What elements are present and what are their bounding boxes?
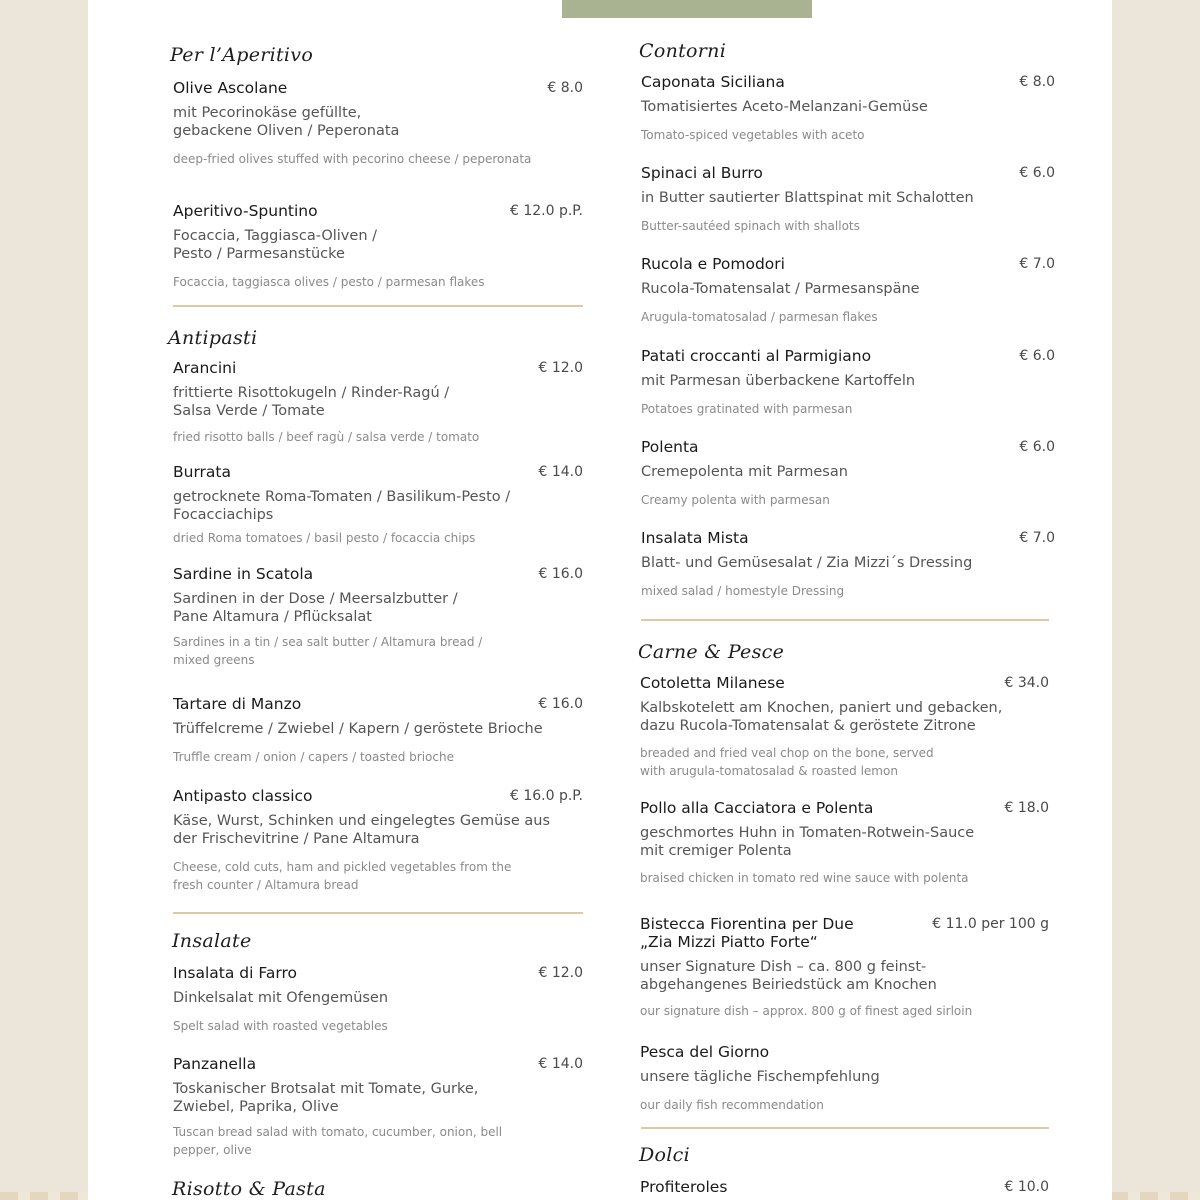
item-name: Polenta	[641, 438, 699, 456]
item-translation: dried Roma tomatoes / basil pesto / focaccia chips	[173, 531, 476, 545]
item-description: geschmortes Huhn in Tomaten-Rotwein-Sauce mit cremiger Polenta	[640, 825, 975, 859]
item-name: Sardine in Scatola	[173, 565, 314, 583]
section-divider	[641, 619, 1049, 621]
section-title-contorni: Contorni	[639, 40, 727, 62]
item-name: Profiteroles	[640, 1178, 728, 1196]
item-price: € 12.0	[538, 965, 583, 981]
item-translation: fried risotto balls / beef ragù / salsa verde / tomato	[173, 430, 480, 444]
item-translation: our daily fish recommendation	[640, 1098, 824, 1112]
item-translation: Butter-sautéed spinach with shallots	[641, 219, 860, 233]
item-price: € 7.0	[1019, 256, 1055, 272]
item-translation: Cheese, cold cuts, ham and pickled vegetables from the fresh counter / Altamura bread	[173, 860, 512, 892]
item-translation: Sardines in a tin / sea salt butter / Altamura bread / mixed greens	[173, 635, 483, 667]
item-name: Bistecca Fiorentina per Due „Zia Mizzi Piatto Forte“	[640, 915, 854, 951]
item-price: € 12.0 p.P.	[509, 203, 583, 219]
item-description: getrocknete Roma-Tomaten / Basilikum-Pesto / Focacciachips	[173, 489, 511, 523]
item-name: Aperitivo-Spuntino	[173, 202, 318, 220]
item-price: € 10.0	[1004, 1179, 1049, 1195]
item-description: Blatt- und Gemüsesalat / Zia Mizzi´s Dressing	[641, 555, 973, 571]
item-name: Antipasto classico	[173, 787, 313, 805]
item-price: € 8.0	[547, 80, 583, 96]
item-price: € 14.0	[538, 1056, 583, 1072]
item-translation: Potatoes gratinated with parmesan	[641, 402, 853, 416]
section-title-dolci: Dolci	[639, 1144, 690, 1166]
item-translation: deep-fried olives stuffed with pecorino cheese / peperonata	[173, 152, 532, 166]
item-description: in Butter sautierter Blattspinat mit Schalotten	[641, 190, 974, 206]
item-translation: Tomato-spiced vegetables with aceto	[641, 128, 865, 142]
item-translation: braised chicken in tomato red wine sauce with polenta	[640, 871, 969, 885]
item-description: Kalbskotelett am Knochen, paniert und gebacken, dazu Rucola-Tomatensalat & geröstete Zitrone	[640, 700, 1003, 734]
item-price: € 18.0	[1004, 800, 1049, 816]
item-price: € 11.0 per 100 g	[932, 916, 1049, 932]
item-translation: breaded and fried veal chop on the bone, served with arugula-tomatosalad & roasted lemon	[640, 746, 934, 778]
item-name: Insalata Mista	[641, 529, 749, 547]
section-divider	[173, 912, 583, 914]
item-price: € 7.0	[1019, 530, 1055, 546]
item-translation: Arugula-tomatosalad / parmesan flakes	[641, 310, 878, 324]
item-name: Pollo alla Cacciatora e Polenta	[640, 799, 874, 817]
item-name: Rucola e Pomodori	[641, 255, 785, 273]
item-name: Olive Ascolane	[173, 79, 288, 97]
item-translation: mixed salad / homestyle Dressing	[641, 584, 845, 598]
item-description: Käse, Wurst, Schinken und eingelegtes Gemüse aus der Frischevitrine / Pane Altamura	[173, 813, 551, 847]
item-description: Dinkelsalat mit Ofengemüsen	[173, 990, 389, 1006]
item-name: Spinaci al Burro	[641, 164, 763, 182]
item-description: unsere tägliche Fischempfehlung	[640, 1069, 880, 1085]
item-name: Arancini	[173, 359, 237, 377]
item-description: mit Pecorinokäse gefüllte, gebackene Oliven / Peperonata	[173, 105, 400, 139]
item-price: € 16.0 p.P.	[509, 788, 583, 804]
item-price: € 34.0	[1004, 675, 1049, 691]
item-name: Pesca del Giorno	[640, 1043, 770, 1061]
item-description: Cremepolenta mit Parmesan	[641, 464, 848, 480]
item-description: mit Parmesan überbackene Kartoffeln	[641, 373, 916, 389]
item-description: Trüffelcreme / Zwiebel / Kapern / geröstete Brioche	[173, 721, 543, 737]
item-price: € 14.0	[538, 464, 583, 480]
item-price: € 6.0	[1019, 439, 1055, 455]
item-name: Patati croccanti al Parmigiano	[641, 347, 872, 365]
item-price: € 16.0	[538, 696, 583, 712]
item-name: Panzanella	[173, 1055, 257, 1073]
item-translation: our signature dish – approx. 800 g of finest aged sirloin	[640, 1004, 973, 1018]
menu-page	[88, 0, 1112, 1200]
item-name: Tartare di Manzo	[173, 695, 302, 713]
item-price: € 6.0	[1019, 165, 1055, 181]
item-description: unser Signature Dish – ca. 800 g feinst- abgehangenes Beiriedstück am Knochen	[640, 959, 937, 993]
item-description: Rucola-Tomatensalat / Parmesanspäne	[641, 281, 920, 297]
section-title-insalate: Insalate	[172, 930, 252, 952]
item-description: Focaccia, Taggiasca-Oliven / Pesto / Parmesanstücke	[173, 228, 377, 262]
item-name: Insalata di Farro	[173, 964, 297, 982]
section-divider	[641, 1127, 1049, 1129]
item-price: € 16.0	[538, 566, 583, 582]
item-price: € 12.0	[538, 360, 583, 376]
item-name: Burrata	[173, 463, 232, 481]
item-translation: Spelt salad with roasted vegetables	[173, 1019, 388, 1033]
item-price: € 6.0	[1019, 348, 1055, 364]
item-translation: Focaccia, taggiasca olives / pesto / parmesan flakes	[173, 275, 485, 289]
item-price: € 8.0	[1019, 74, 1055, 90]
section-title-antipasti: Antipasti	[168, 327, 258, 349]
item-description: frittierte Risottokugeln / Rinder-Ragú / Salsa Verde / Tomate	[173, 385, 450, 419]
item-translation: Tuscan bread salad with tomato, cucumber, onion, bell pepper, olive	[173, 1125, 503, 1157]
item-description: Sardinen in der Dose / Meersalzbutter / Pane Altamura / Pflücksalat	[173, 591, 458, 625]
item-name: Caponata Siciliana	[641, 73, 785, 91]
section-divider	[173, 305, 583, 307]
section-title-risotto-pasta: Risotto & Pasta	[172, 1178, 326, 1200]
item-translation: Creamy polenta with parmesan	[641, 493, 830, 507]
decorative-tab	[562, 0, 812, 18]
item-translation: Truffle cream / onion / capers / toasted brioche	[173, 750, 454, 764]
item-name: Cotoletta Milanese	[640, 674, 785, 692]
item-description: Tomatisiertes Aceto-Melanzani-Gemüse	[641, 99, 928, 115]
section-title-carne-pesce: Carne & Pesce	[638, 641, 785, 663]
item-description: Toskanischer Brotsalat mit Tomate, Gurke, Zwiebel, Paprika, Olive	[173, 1081, 479, 1115]
section-title-aperitivo: Per l’Aperitivo	[170, 44, 314, 66]
